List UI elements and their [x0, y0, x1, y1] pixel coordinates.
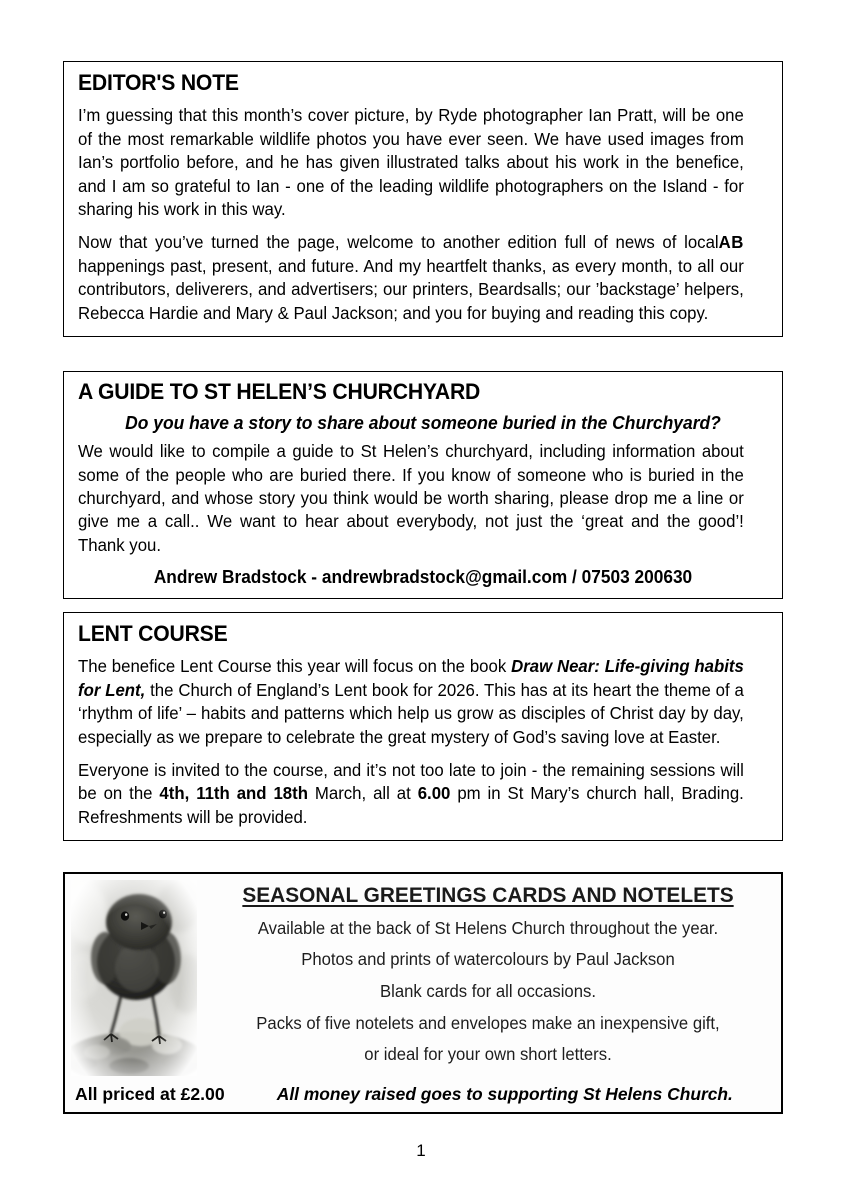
editors-note-content	[64, 62, 782, 336]
advert-line-5: or ideal for your own short letters.	[364, 1044, 612, 1065]
advert-footer	[65, 1084, 781, 1112]
lent-course-title: LENT COURSE	[78, 621, 228, 646]
advert-line-4: Packs of five notelets and envelopes make an inexpensive gift,	[256, 1012, 720, 1033]
editors-note-paragraph-2	[78, 231, 744, 325]
lent-course-paragraph-2	[78, 759, 744, 829]
lent-course-book-title: Draw Near: Life-giving habits for Lent,	[78, 656, 744, 700]
advert-heading: SEASONAL GREETINGS CARDS AND NOTELETS	[242, 883, 734, 907]
lent-course-p2-part-3: pm in St Mary’s church hall, Brading. Refreshments will be provided.	[78, 783, 744, 827]
page-number: 1	[416, 1141, 426, 1160]
lent-course-content	[64, 613, 782, 840]
churchyard-guide-subheading: Do you have a story to share about someone buried in the Churchyard?	[125, 413, 721, 434]
churchyard-guide-content	[64, 372, 782, 598]
lent-course-session-time: 6.00	[417, 783, 451, 804]
advert-line-1: Available at the back of St Helens Church throughout the year.	[257, 917, 719, 938]
robin-photo	[71, 880, 197, 1076]
lent-course-p2-part-1: Everyone is invited to the course, and it’s not too late to join - the remaining sessions will be on the	[78, 759, 744, 804]
editors-note-paragraph-1: I’m guessing that this month’s cover picture, by Ryde photographer Ian Pratt, will be one of the most remarkable wildlife photos you have ever seen. We have used images from Ian’s portfolio before, and he has given illustrated talks about his work in the benefice, and I am so grateful to Ian - one of the leading wildlife photographers on the Island - for sharing his work in this way.	[78, 105, 744, 219]
advert-line-2: Photos and prints of watercolours by Paul Jackson	[301, 949, 675, 970]
editors-note-signature: AB	[718, 232, 744, 253]
editors-note-title: EDITOR'S NOTE	[78, 70, 239, 95]
advert-fundraising-note: All money raised goes to supporting St Helens Church.	[276, 1084, 733, 1104]
churchyard-guide-paragraph-1: We would like to compile a guide to St Helen’s churchyard, including information about some of the people who are buried there. If you know of someone who is buried in the churchyard, and whose story you think would be worth sharing, please drop me a line or give me a call.. We want to hear about everybody, not just the ‘great and the good’! Thank you.	[78, 441, 744, 555]
lent-course-p1-part-1: The benefice Lent Course this year will focus on the book	[78, 656, 512, 677]
lent-course-p2-part-2: March, all at	[307, 783, 418, 804]
lent-course-p1-part-2: the Church of England’s Lent book for 2026. This has at its heart the theme of a ‘rhythm of life’ – habits and patterns which help us grow as disciples of Christ day by day, especially as we prepare to celebrate the great mystery of God’s saving love at Easter.	[78, 679, 744, 747]
churchyard-guide-box	[63, 371, 783, 599]
editors-note-box	[63, 61, 783, 337]
advert-line-3: Blank cards for all occasions.	[380, 980, 596, 1001]
churchyard-guide-contact-line[interactable]: Andrew Bradstock - andrewbradstock@gmail.com / 07503 200630	[153, 567, 693, 588]
churchyard-guide-title: A GUIDE TO ST HELEN’S CHURCHYARD	[78, 379, 481, 404]
lent-course-box	[63, 612, 783, 841]
lent-course-session-dates: 4th, 11th and 18th	[159, 783, 308, 804]
advert-price: All priced at £2.00	[75, 1084, 225, 1104]
seasonal-greetings-advert-box	[63, 872, 783, 1114]
advert-layout	[65, 874, 781, 1084]
advert-text-block	[203, 880, 773, 1076]
editors-note-paragraph-2-text: Now that you’ve turned the page, welcome to another edition full of news of local happenings past, present, and future. And my heartfelt thanks, as every month, to all our contributors, deliverers, and advertisers; our printers, Beardsalls; our ’backstage’ helpers, Rebecca Hardie and Mary & Paul Jackson; and you for buying and reading this copy.	[78, 232, 744, 323]
lent-course-paragraph-1	[78, 655, 744, 749]
